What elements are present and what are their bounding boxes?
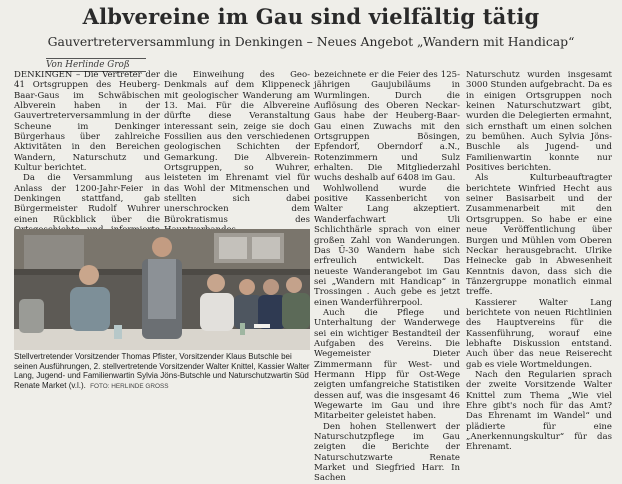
text-column-1 [14, 70, 160, 228]
paragraph: die Einweihung des Geo-Denkmals auf dem Klippeneck mit geologischer Wanderung am 13. Mai. Für die Albvereine dürfte diese Veranstaltung interessant sein, zeige sie doch Fossilien aus den verschiedenen geologischen Schichten der Gemarkung. Die Albverein-Ortsgruppen, so Wuhrer, leisteten im Ehrenamt viel für das Wohl der Mitmenschen und stellten sich dabei unerschrocken dem Bürokratismus des [164, 70, 310, 225]
group-photo-illustration [14, 229, 310, 350]
text-column-4 [466, 70, 612, 453]
headline: Albvereine im Gau sind vielfältig tätig [82, 4, 540, 29]
group-photo [14, 229, 310, 350]
caption-text: Stellvertretender Vorsitzender Thomas Pfister, Vorsitzender Klaus Butschle bei seinen Ausführungen, 2. stellvertretende Vorsitzender Walter Knittel, Kassier Walter Lang, Jugend- und Familienwartin Sylvia Jöns-Butschle und Naturschutzwartin Süd Renate Market (v.l.). [14, 352, 310, 390]
paragraph: Wohlwollend wurde die positive Kassenbericht von Walter Lang akzeptiert. Wanderfachwart Uli Schlichthärle sprach von einer großen Zahl von Wanderungen. Das Ü-30 Wandern habe sich erfreulich entwickelt. Das neueste Wanderangebot im Gau sei „Wandern mit Handicap“ in Trossingen . Auch gebe es jetzt einen Wanderführerpool. [314, 183, 460, 308]
paragraph: Als Kulturbeauftragter berichtete Winfried Hecht aus seiner Basisarbeit und der Zusammenarbeit mit den Ortsgruppen. So habe er eine neue Veröffentlichung über Burgen und Mühlen vom Oberen Neckar herausgebracht. Ulrike Heinecke gab in Abwesenheit Kenntnis davon, dass sich die Tänzergruppe monatlich einmal treffe. [466, 173, 612, 298]
paragraph: Naturschutz wurden insgesamt 3000 Stunden aufgebracht. Da es in einigen Ortsgruppen noch keinen Naturschutzwart gibt, wurden die Delegierten ermahnt, sich ernsthaft um einen solchen zu bemühen. Auch Sylvia Jöns-Buschle als Jugend- und Familienwartin konnte nur Positives berichten. [466, 70, 612, 174]
paragraph: Auch die Pflege und Unterhaltung der Wanderwege sei ein wichtiger Bestandteil der Aufgaben des Vereins. Die Wegemeister Dieter Zimmermann für West- und Hermann Hipp für Ost-Wege zeigten umfangreiche Statistiken dessen auf, was die insgesamt 46 Wegewarte im Gau und ihre Mitarbeiter geleistet haben. [314, 307, 460, 422]
paragraph: Kassierer Walter Lang berichtete von neuen Richtlinien des Hauptvereins für die Kassenführung, worauf eine lebhafte Diskussion entstand. Auch über das neue Reiserecht gab es viele Wortmeldungen. [466, 297, 612, 370]
paragraph: bezeichnete er die Feier des 125-jährigen Gaujubiläums in Wurmlingen. Durch die Auflösung des Oberen Neckar-Gaus habe der Heuberg-Baar-Gau einen Zuwachs mit den Ortsgruppen Bösingen, Epfendorf, Oberndorf a.N., Rotenzimmern und Sulz erhalten. Die Mitgliederzahl wuchs deshalb auf 6408 im Gau. [314, 70, 460, 184]
paragraph: Nach den Regularien sprach der zweite Vorsitzende Walter Knittel zum Thema „Wie viel Ehre gibt's noch für das Amt? Das Ehrenamt im Wandel“ und plädierte für eine „Anerkennungskultur“ für das Ehrenamt. [466, 369, 612, 453]
photo-credit: FOTO: HERLINDE GROSS [90, 382, 169, 390]
text-column-3 [314, 70, 460, 484]
paragraph: DENKINGEN – Die Vertreter der 41 Ortsgruppen des Heuberg-Baar-Gaus im Schwäbischen Albverein haben in der Gauvertreterversammlung in der Scheune im Denkinger Bürgerhaus über zahlreiche Aktivitäten in den Bereichen Wandern, Naturschutz und Kultur berichtet. [14, 70, 160, 174]
photo-caption [14, 352, 310, 391]
paragraph: Da die Versammlung aus Anlass der 1200-Jahr-Feier in Denkingen stattfand, gab Bürgermeister Rudolf Wuhrer einen Rückblick über die [14, 173, 160, 225]
subheadline: Gauvertreterversammlung in Denkingen – Neues Angebot „Wandern mit Handicap“ [47, 34, 575, 49]
byline: Von Herlinde Groß [46, 58, 146, 72]
paragraph: Den hohen Stellenwert der Naturschutzpflege im Gau zeigten die Berichte der Naturschutzwarte Renate Market und Siegfried Harr. In Sachen [314, 421, 460, 484]
text-column-2 [164, 70, 310, 228]
